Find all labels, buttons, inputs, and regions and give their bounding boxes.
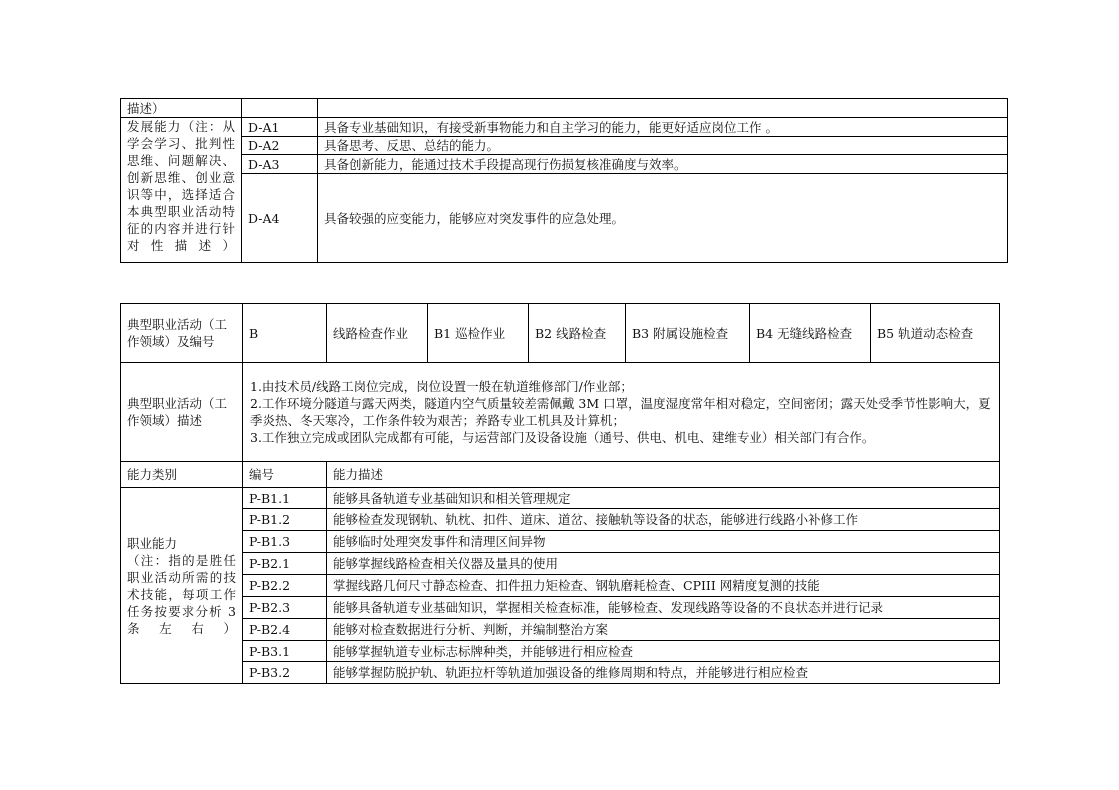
activity-code: B	[243, 304, 327, 363]
table-row	[121, 597, 1000, 619]
table-row	[121, 509, 1000, 531]
ability-code: D-A2	[242, 137, 318, 155]
ability-desc: 具备专业基础知识，有接受新事物能力和自主学习的能力，能更好适应岗位工作 。	[318, 118, 1008, 137]
table-row	[121, 641, 1000, 662]
category-note: （注：指的是胜任职业活动所需的技术技能，每项工作任务按要求分析 3 条左右）	[127, 552, 236, 636]
dev-ability-label: 发展能力（注：从学会学习、批判性思维、问题解决、创新思维、创业意识等中，选择适合本典型职业活动特征的内容并进行针对性描述）	[121, 118, 242, 263]
header-code: 编号	[243, 462, 327, 488]
ability-desc: 能够检查发现钢轨、轨枕、扣件、道床、道岔、接触轨等设备的状态，能够进行线路小补修工作	[327, 509, 1000, 531]
ability-desc: 能够掌握线路检查相关仪器及量具的使用	[327, 553, 1000, 575]
ability-code: P-B1.3	[243, 531, 327, 553]
ability-code: P-B1.1	[243, 488, 327, 509]
ability-desc: 能够具备轨道专业基础知识和相关管理规定	[327, 488, 1000, 509]
ability-desc: 能够掌握防脱护轨、轨距拉杆等轨道加强设备的维修周期和特点，并能够进行相应检查	[327, 662, 1000, 684]
desc-line: 2.工作环境分隧道与露天两类，隧道内空气质量较差需佩戴 3M 口罩，温度湿度常年相对稳定，空间密闭；露天处受季节性影响大，夏季炎热、冬天寒冷，工作条件较为艰苦；养路专业工机具及计算机；	[250, 396, 991, 428]
ability-code: P-B3.2	[243, 662, 327, 684]
table-row	[121, 137, 1008, 155]
table-row	[121, 155, 1008, 174]
ability-code: P-B1.2	[243, 509, 327, 531]
ability-desc: 能够具备轨道专业基础知识，掌握相关检查标准，能够检查、发现线路等设备的不良状态并进行记录	[327, 597, 1000, 619]
sub-activity: B1 巡检作业	[428, 304, 529, 363]
category-cell	[121, 488, 243, 684]
ability-code: P-B3.1	[243, 641, 327, 662]
ability-desc: 能够临时处理突发事件和清理区间异物	[327, 531, 1000, 553]
typical-activity-table	[120, 303, 1000, 684]
ability-code: D-A4	[242, 174, 318, 263]
sub-activity: B3 附属设施检查	[626, 304, 750, 363]
ability-desc: 具备思考、反思、总结的能力。	[318, 137, 1008, 155]
ability-desc: 能够掌握轨道专业标志标牌种类，并能够进行相应检查	[327, 641, 1000, 662]
table-row	[121, 118, 1008, 137]
ability-desc: 能够对检查数据进行分析、判断，并编制整治方案	[327, 619, 1000, 641]
sub-activity: B2 线路检查	[529, 304, 626, 363]
sub-activity: B4 无缝线路检查	[750, 304, 871, 363]
ability-desc: 具备创新能力，能通过技术手段提高现行伤损复核准确度与效率。	[318, 155, 1008, 174]
desc-line: 1.由技术员/线路工岗位完成，岗位设置一般在轨道维修部门/作业部；	[250, 379, 633, 394]
ability-code: P-B2.4	[243, 619, 327, 641]
table-row	[121, 619, 1000, 641]
ability-code: P-B2.2	[243, 575, 327, 597]
activity-label: 典型职业活动（工作领域）及编号	[121, 304, 243, 363]
table-row	[121, 575, 1000, 597]
table-row	[121, 363, 1000, 462]
table-row	[121, 488, 1000, 509]
header-category: 能力类别	[121, 462, 243, 488]
ability-code: P-B2.3	[243, 597, 327, 619]
sub-activity: B5 轨道动态检查	[871, 304, 1000, 363]
ability-code: P-B2.1	[243, 553, 327, 575]
activity-desc-label: 典型职业活动（工作领域）描述	[121, 363, 243, 462]
ability-desc: 具备较强的应变能力，能够应对突发事件的应急处理。	[318, 174, 1008, 263]
desc-line: 3.工作独立完成或团队完成都有可能，与运营部门及设备设施（通号、供电、机电、建维专业）相关部门有合作。	[250, 430, 875, 445]
development-ability-table	[120, 98, 1008, 263]
table-row	[121, 174, 1008, 263]
category-title: 职业能力	[127, 535, 178, 551]
table-row	[121, 304, 1000, 363]
continued-label: 描述）	[121, 99, 242, 118]
table-header-row	[121, 462, 1000, 488]
ability-code: D-A1	[242, 118, 318, 137]
header-desc: 能力描述	[327, 462, 1000, 488]
table-row	[121, 531, 1000, 553]
ability-code: D-A3	[242, 155, 318, 174]
activity-description	[243, 363, 1000, 462]
ability-desc: 掌握线路几何尺寸静态检查、扣件扭力矩检查、钢轨磨耗检查、CPIII 网精度复测的技能	[327, 575, 1000, 597]
table-row	[121, 99, 1008, 118]
table-row	[121, 662, 1000, 684]
activity-name: 线路检查作业	[327, 304, 428, 363]
table-row	[121, 553, 1000, 575]
